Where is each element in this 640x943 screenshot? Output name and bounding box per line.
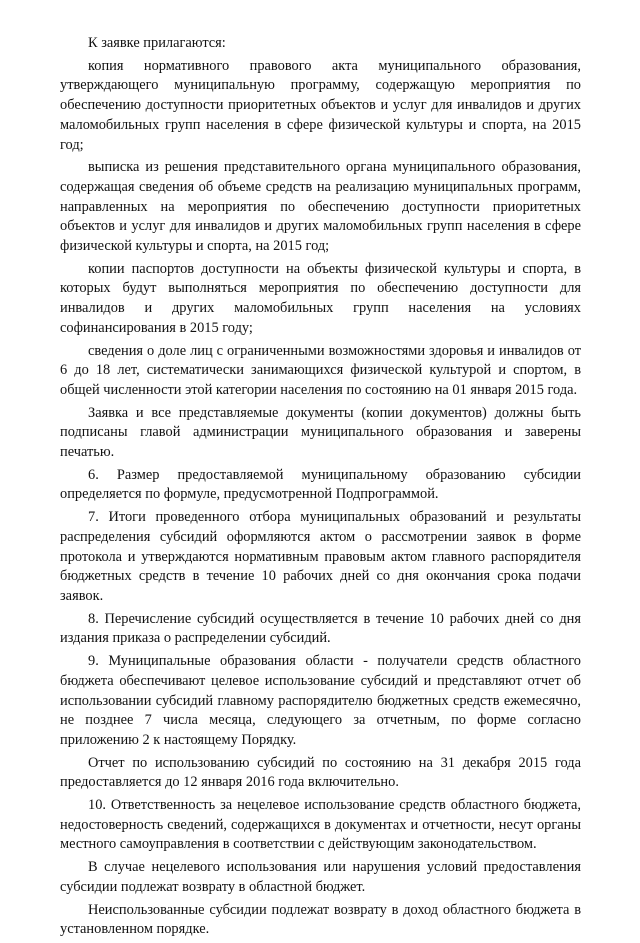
paragraph-disabled-share-info: сведения о доле лиц с ограниченными возможностями здоровья и инвалидов от 6 до 18 лет, систематически занимающихся физической культурой и спортом, в общей численности этой категории населения по состоянию на 01 января 2015 года. bbox=[60, 342, 581, 398]
paragraph-budget-decision-extract: выписка из решения представительного органа муниципального образования, содержащая сведения об объеме средств на реализацию муниципальных программ, направленных на мероприятия по обеспечению доступности приоритетных объектов и услуг для инвалидов и других маломобильных групп населения в сфере физической культуры и спорта, на 2015 год; bbox=[60, 159, 581, 255]
paragraph-report-deadline: Отчет по использованию субсидий по состоянию на 31 декабря 2015 года предоставляется до 12 января 2016 года включительно. bbox=[60, 754, 581, 791]
attachments-heading: К заявке прилагаются: bbox=[88, 35, 226, 51]
paragraph-program-act-copy: копия нормативного правового акта муниципального образования, утверждающего муниципальную программу, содержащую мероприятия по обеспечению доступности приоритетных объектов и услуг для инвалидов и других маломобильных групп населения в сфере физической культуры и спорта, на 2015 год; bbox=[60, 57, 581, 153]
paragraph-item-10: 10. Ответственность за нецелевое использование средств областного бюджета, недостоверность сведений, содержащихся в документах и отчетности, несут органы местного самоуправления в соответствии с действующим законодательством. bbox=[60, 797, 581, 853]
paragraph-item-9: 9. Муниципальные образования области - получатели средств областного бюджета обеспечивают целевое использование субсидий и представляют отчет об использовании субсидий главному распорядителю бюджетных средств ежемесячно, не позднее 7 числа месяца, следующего за отчетным, по форме согласно приложению 2 к настоящему Порядку. bbox=[60, 653, 581, 748]
paragraph-accessibility-passports: копии паспортов доступности на объекты физической культуры и спорта, в которых будут выполняться мероприятия по обеспечению доступности для инвалидов и других маломобильных групп населения на условиях софинансирования в 2015 году; bbox=[60, 260, 581, 336]
paragraph-signing-requirement: Заявка и все представляемые документы (копии документов) должны быть подписаны главой администрации муниципального образования и заверены печатью. bbox=[60, 404, 581, 461]
paragraph-misuse-return: В случае нецелевого использования или нарушения условий предоставления субсидии подлежат возврату в областной бюджет. bbox=[60, 859, 581, 895]
paragraph-item-8: 8. Перечисление субсидий осуществляется в течение 10 рабочих дней со дня издания приказа о распределении субсидий. bbox=[60, 610, 581, 647]
document-body bbox=[60, 34, 581, 943]
paragraph-item-6: 6. Размер предоставляемой муниципальному образованию субсидии определяется по формуле, предусмотренной Подпрограммой. bbox=[60, 466, 581, 503]
paragraph-item-7: 7. Итоги проведенного отбора муниципальных образований и результаты распределения субсидий оформляются актом о рассмотрении заявок в форме протокола и утверждаются нормативным правовым актом главного распорядителя бюджетных средств в течение 10 рабочих дней со дня окончания срока подачи заявок. bbox=[60, 509, 581, 604]
paragraph-unused-return: Неиспользованные субсидии подлежат возврату в доход областного бюджета в установленном порядке. bbox=[60, 901, 581, 938]
